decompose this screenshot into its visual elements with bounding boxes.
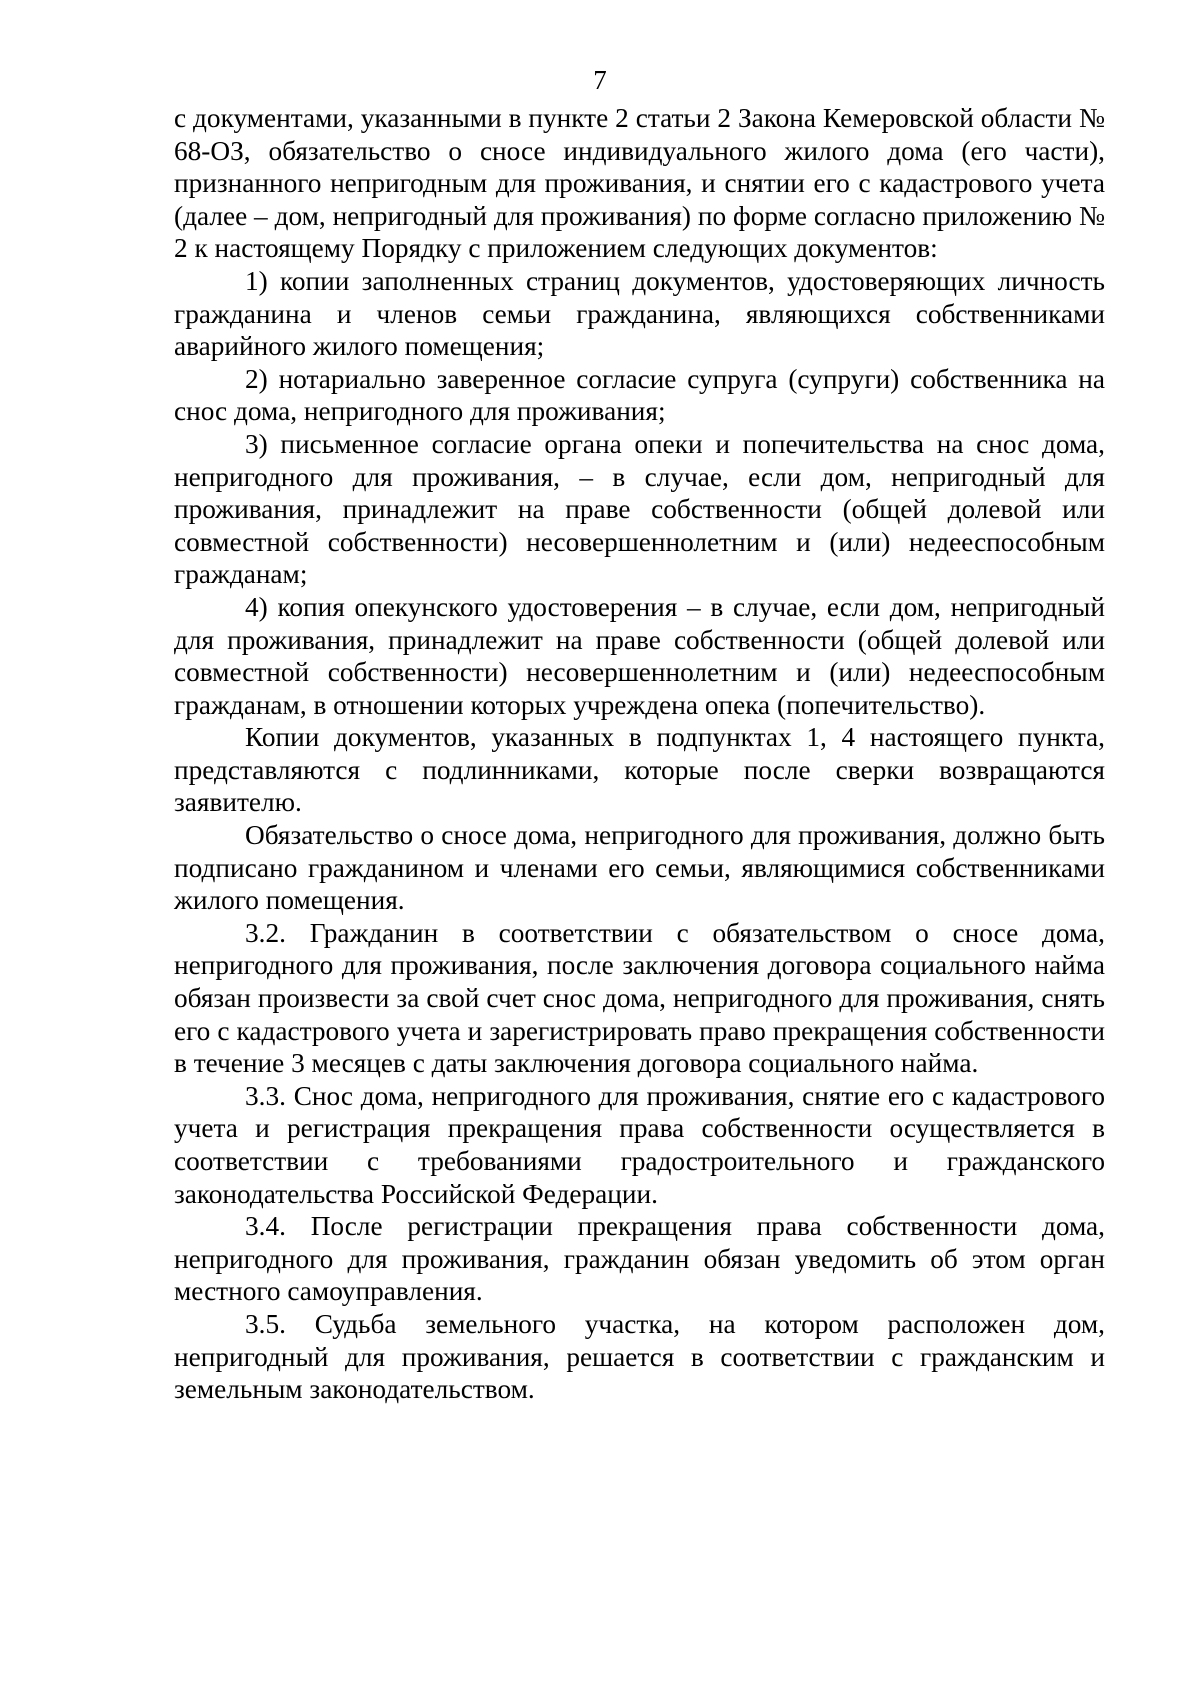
clause-3-4: 3.4. После регистрации прекращения права собственности дома, непригодного для проживания, гражданин обязан уведомить об этом орган местного самоуправления.	[174, 1211, 1105, 1307]
paragraph-continuation: с документами, указанными в пункте 2 статьи 2 Закона Кемеровской области № 68-ОЗ, обязательство о сносе индивидуального жилого дома (его части), признанного непригодным для проживания, и снятии его с кадастрового учета (далее – дом, непригодный для проживания) по форме согласно приложению № 2 к настоящему Порядку с приложением следующих документов:	[174, 103, 1105, 264]
paragraph-copies: Копии документов, указанных в подпунктах 1, 4 настоящего пункта, представляются с подлинниками, которые после сверки возвращаются заявителю.	[174, 722, 1105, 818]
clause-3-3: 3.3. Снос дома, непригодного для проживания, снятие его с кадастрового учета и регистрация прекращения права собственности осуществляется в соответствии с требованиями градостроительного и гражданского законодательства Российской Федерации.	[174, 1080, 1105, 1209]
list-item-4: 4) копия опекунского удостоверения – в случае, если дом, непригодный для проживания, принадлежит на праве собственности (общей долевой или совместной собственности) несовершеннолетним и (или) недееспособным гражданам, в отношении которых учреждена опека (попечительство).	[174, 591, 1105, 720]
list-item-2: 2) нотариально заверенное согласие супруга (супруги) собственника на снос дома, непригодного для проживания;	[174, 363, 1105, 427]
clause-3-5: 3.5. Судьба земельного участка, на котором расположен дом, непригодный для проживания, решается в соответствии с гражданским и земельным законодательством.	[174, 1308, 1105, 1405]
page-number: 7	[593, 65, 607, 95]
list-item-3: 3) письменное согласие органа опеки и попечительства на снос дома, непригодного для проживания, – в случае, если дом, непригодный для проживания, принадлежит на праве собственности (общей долевой или совместной собственности) несовершеннолетним и (или) недееспособным гражданам;	[174, 428, 1105, 590]
clause-3-2: 3.2. Гражданин в соответствии с обязательством о сносе дома, непригодного для проживания, после заключения договора социального найма обязан произвести за свой счет снос дома, непригодного для проживания, снять его с кадастрового учета и зарегистрировать право прекращения собственности в течение 3 месяцев с даты заключения договора социального найма.	[174, 917, 1105, 1079]
document-body	[174, 102, 1105, 1406]
paragraph-obligation: Обязательство о сносе дома, непригодного для проживания, должно быть подписано гражданином и членами его семьи, являющимися собственниками жилого помещения.	[174, 820, 1105, 916]
list-item-1: 1) копии заполненных страниц документов, удостоверяющих личность гражданина и членов семьи гражданина, являющихся собственниками аварийного жилого помещения;	[174, 265, 1105, 362]
